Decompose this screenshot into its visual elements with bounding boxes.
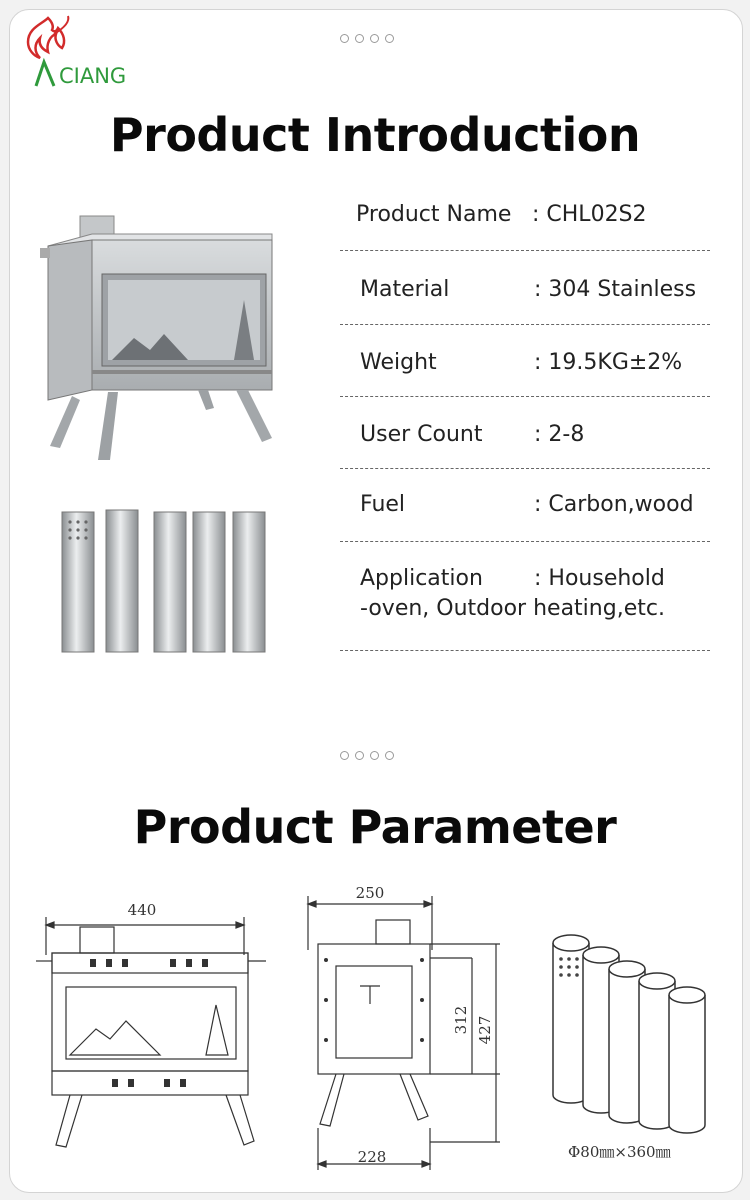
spec-value: : CHL02S2 bbox=[532, 202, 647, 227]
pager-dot bbox=[370, 751, 379, 760]
spec-key: Weight bbox=[360, 350, 437, 375]
pager-dot bbox=[385, 34, 394, 43]
pager-dot bbox=[355, 751, 364, 760]
spec-key: Fuel bbox=[360, 492, 406, 517]
pipe-drawing bbox=[669, 987, 705, 1133]
pipe bbox=[154, 512, 186, 652]
spec-value: : 2-8 bbox=[534, 422, 585, 447]
pipe bbox=[233, 512, 265, 652]
spec-key: Application bbox=[360, 566, 483, 591]
pipe bbox=[193, 512, 225, 652]
spec-key: Material bbox=[360, 277, 450, 302]
params-title: Product Parameter bbox=[133, 800, 617, 854]
pipe bbox=[106, 510, 138, 652]
divider bbox=[340, 396, 710, 397]
brand-logo bbox=[20, 14, 145, 94]
stove-image bbox=[38, 210, 278, 460]
side-total-height-label: 427 bbox=[476, 1015, 494, 1045]
pager-dot bbox=[385, 751, 394, 760]
pager-dot bbox=[340, 751, 349, 760]
side-view-drawing bbox=[300, 880, 510, 1170]
pager-dot bbox=[355, 34, 364, 43]
divider bbox=[340, 324, 710, 325]
spec-value-continued: -oven, Outdoor heating,etc. bbox=[360, 596, 665, 621]
pager-dot bbox=[370, 34, 379, 43]
pager-dot bbox=[340, 34, 349, 43]
side-width-label: 250 bbox=[355, 884, 385, 902]
pipe-size-caption: Φ80㎜×360㎜ bbox=[568, 1143, 671, 1161]
pipes-image bbox=[60, 508, 270, 656]
brand-name: CIANG bbox=[59, 64, 127, 88]
intro-title: Product Introduction bbox=[109, 108, 641, 162]
divider bbox=[340, 541, 710, 542]
front-width-label: 440 bbox=[127, 901, 157, 919]
spec-value: : 19.5KG±2% bbox=[534, 350, 683, 375]
spec-value: : Carbon,wood bbox=[534, 492, 694, 517]
spec-value: : 304 Stainless bbox=[534, 277, 697, 302]
front-view-drawing bbox=[30, 895, 280, 1165]
pager-dots-top bbox=[340, 34, 394, 43]
side-inner-height-label: 312 bbox=[452, 1005, 470, 1035]
spec-key: User Count bbox=[360, 422, 483, 447]
spec-value: : Household bbox=[534, 566, 665, 591]
pipes-drawing bbox=[545, 915, 715, 1135]
divider bbox=[340, 468, 710, 469]
side-base-label: 228 bbox=[357, 1148, 387, 1166]
divider bbox=[340, 250, 710, 251]
divider bbox=[340, 650, 710, 651]
pager-dots-middle bbox=[340, 751, 394, 760]
spec-key: Product Name bbox=[356, 202, 512, 227]
pipe-with-holes bbox=[62, 512, 94, 652]
